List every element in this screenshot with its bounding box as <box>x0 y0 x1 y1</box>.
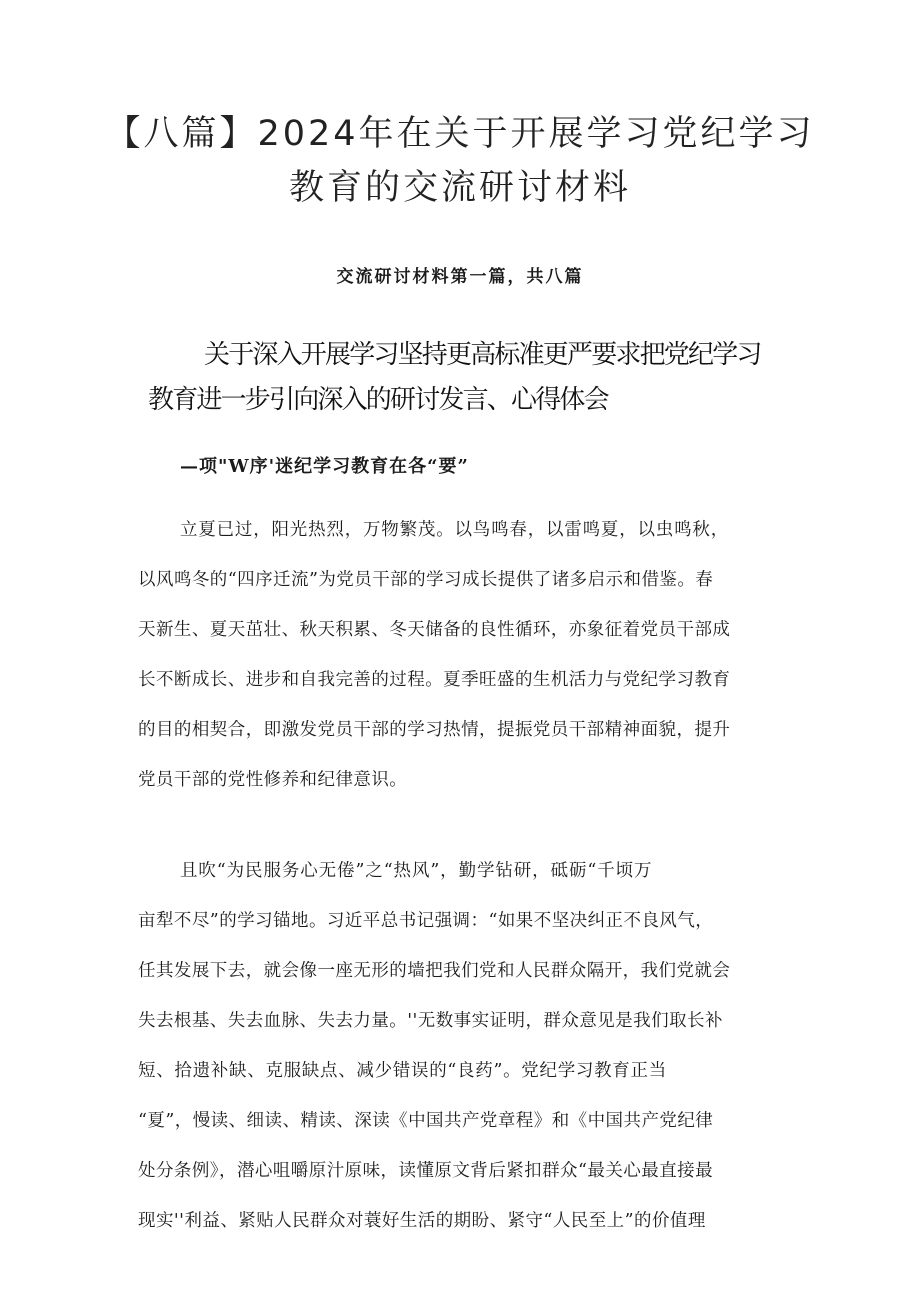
paragraph-2-line: 现实''利益、紧贴人民群众对蓑好生活的期盼、紧守“人民至上”的价值理 <box>138 1211 706 1231</box>
speech-title-line-2: 教育进一步引向深入的研讨发言、心得体会 <box>148 385 608 415</box>
document-title-line-1: 【八篇】2024年在关于开展学习党纪学习 <box>105 114 815 154</box>
paragraph-2-line: 亩犁不尽”的学习锚地。习近平总书记强调：“如果不坚决纠正不良风气， <box>138 911 714 931</box>
paragraph-2-line: 处分条例》，潜心咀嚼原汁原味，读懂原文背后紧扣群众“最关心最直接最 <box>138 1161 714 1181</box>
speech-title-line-1: 关于深入开展学习坚持更高标准更严要求把党纪学习 <box>204 340 761 370</box>
paragraph-1-line: 以风鸣冬的“四序迁流”为党员干部的学习成长提供了诸多启示和借鉴。春 <box>138 570 714 590</box>
paragraph-2-line: 且吹“为民服务心无倦”之“热风”，勤学钻研，砥砺“千顷万 <box>180 861 653 881</box>
paragraph-1-line: 的目的相契合，即激发党员干部的学习热情，提振党员干部精神面貌，提升 <box>138 720 731 740</box>
paragraph-2-line: 短、拾遗补缺、克服缺点、减少错误的“良药”。党纪学习教育正当 <box>138 1061 667 1081</box>
paragraph-1-line: 立夏已过，阳光热烈，万物繁茂。以鸟鸣春，以雷鸣夏，以虫鸣秋， <box>180 520 729 540</box>
document-title-line-2: 教育的交流研讨材料 <box>288 168 631 208</box>
series-subheading: 交流研讨材料第一篇，共八篇 <box>336 267 584 287</box>
paragraph-1-line: 天新生、夏天茁壮、秋天积累、冬天储备的良性循环，亦象征着党员干部成 <box>138 620 731 640</box>
paragraph-1-line: 党员干部的党性修养和纪律意识。 <box>138 770 408 790</box>
paragraph-2-line: “夏”，慢读、细读、精读、深读《中国共产党章程》和《中国共产党纪律 <box>138 1111 714 1131</box>
paragraph-2-line: 失去根基、失去血脉、失去力量。''无数事实证明，群众意见是我们取长补 <box>138 1011 723 1031</box>
paragraph-1-line: 长不断成长、进步和自我完善的过程。夏季旺盛的生机活力与党纪学习教育 <box>138 670 731 690</box>
paragraph-2-line: 任其发展下去，就会像一座无形的墙把我们党和人民群众隔开，我们党就会 <box>138 961 731 981</box>
section-heading: —项"W序'迷纪学习教育在各“要” <box>180 456 469 477</box>
